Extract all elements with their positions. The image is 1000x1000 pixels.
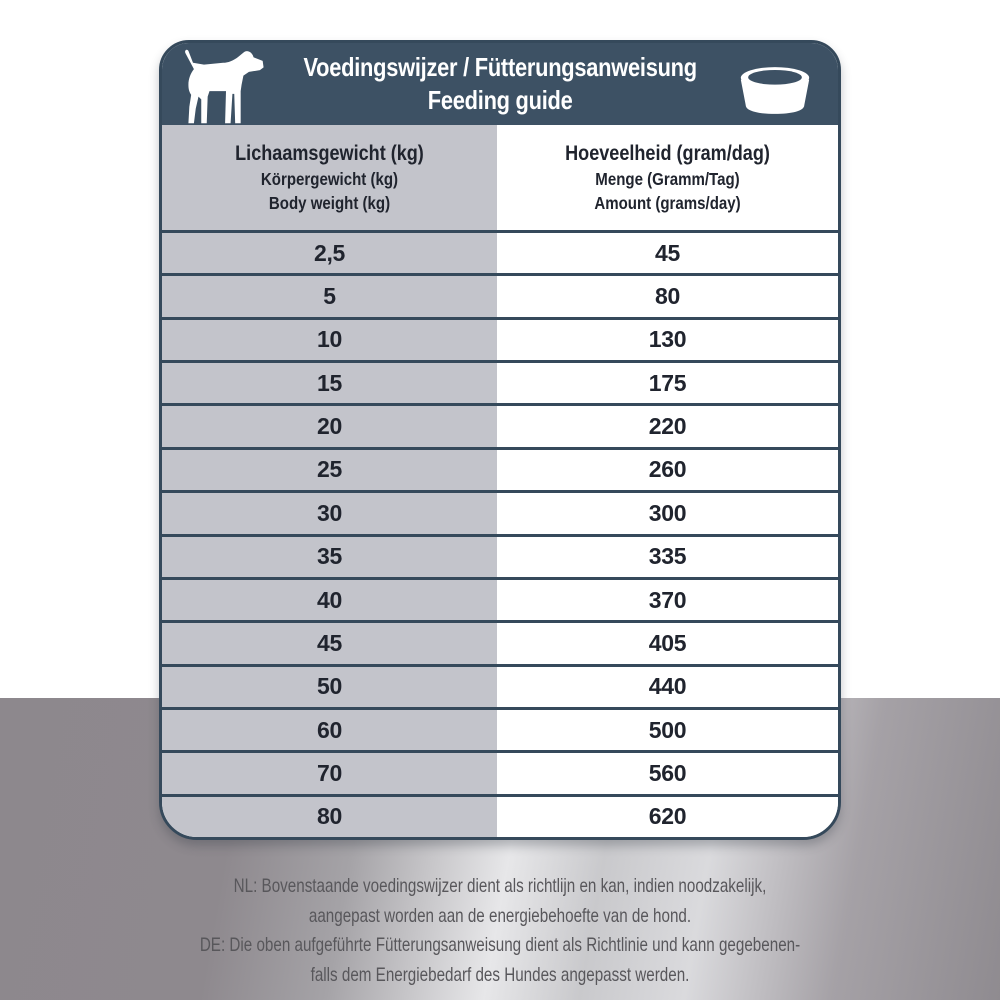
table-row [162, 360, 838, 403]
table-row [162, 620, 838, 663]
table-title-line2: Feeding guide [427, 85, 573, 115]
table-row [162, 403, 838, 446]
amount-cell: 130 [497, 320, 838, 360]
body-weight-cell: 20 [162, 406, 497, 446]
amount-cell: 560 [497, 753, 838, 793]
table-title-line1: Voedingswijzer / Fütterungsanweisung [303, 52, 697, 82]
table-row [162, 577, 838, 620]
body-weight-cell: 15 [162, 363, 497, 403]
table-row [162, 490, 838, 533]
footnote-line-4: falls dem Energiebedarf des Hundes angepasst werden. [310, 963, 690, 986]
amount-cell: 620 [497, 797, 838, 837]
body-weight-cell: 70 [162, 753, 497, 793]
table-row [162, 317, 838, 360]
amount-cell: 500 [497, 710, 838, 750]
table-column-headers [162, 125, 838, 230]
amount-cell: 175 [497, 363, 838, 403]
dog-bowl-icon [734, 64, 816, 122]
col1-header-nl: Lichaamsgewicht (kg) [235, 142, 424, 165]
amount-cell: 300 [497, 493, 838, 533]
body-weight-cell: 5 [162, 276, 497, 316]
dog-icon [182, 48, 270, 132]
footnote [0, 872, 1000, 990]
amount-cell: 260 [497, 450, 838, 490]
footnote-line-2: aangepast worden aan de energiebehoefte van de hond. [308, 904, 692, 927]
body-weight-cell: 25 [162, 450, 497, 490]
body-weight-column-header [162, 125, 497, 230]
body-weight-cell: 35 [162, 537, 497, 577]
amount-column-header [497, 125, 838, 230]
amount-cell: 220 [497, 406, 838, 446]
amount-cell: 45 [497, 233, 838, 273]
body-weight-cell: 80 [162, 797, 497, 837]
table-row [162, 707, 838, 750]
feeding-guide-table [159, 40, 841, 840]
body-weight-cell: 2,5 [162, 233, 497, 273]
body-weight-cell: 45 [162, 623, 497, 663]
footnote-line-1: NL: Bovenstaande voedingswijzer dient als richtlijn en kan, indien noodzakelijk, [233, 875, 767, 897]
table-header-band [162, 43, 838, 125]
col2-header-nl: Hoeveelheid (gram/dag) [565, 142, 770, 165]
col2-header-de: Menge (Gramm/Tag) [595, 169, 740, 189]
table-row [162, 230, 838, 273]
col1-header-en: Body weight (kg) [268, 193, 391, 213]
amount-cell: 440 [497, 667, 838, 707]
amount-cell: 405 [497, 623, 838, 663]
amount-cell: 370 [497, 580, 838, 620]
body-weight-cell: 30 [162, 493, 497, 533]
footnote-line-3: DE: Die oben aufgeführte Fütterungsanweisung dient als Richtlinie und kann gegebenen- [199, 934, 801, 956]
table-row [162, 534, 838, 577]
table-row [162, 664, 838, 707]
table-row [162, 794, 838, 837]
col2-header-en: Amount (grams/day) [594, 193, 741, 213]
table-title [266, 51, 734, 117]
body-weight-cell: 40 [162, 580, 497, 620]
table-row [162, 750, 838, 793]
col1-header-de: Körpergewicht (kg) [260, 169, 399, 189]
amount-cell: 80 [497, 276, 838, 316]
body-weight-cell: 60 [162, 710, 497, 750]
table-body [162, 230, 838, 837]
body-weight-cell: 10 [162, 320, 497, 360]
table-row [162, 273, 838, 316]
table-row [162, 447, 838, 490]
amount-cell: 335 [497, 537, 838, 577]
body-weight-cell: 50 [162, 667, 497, 707]
